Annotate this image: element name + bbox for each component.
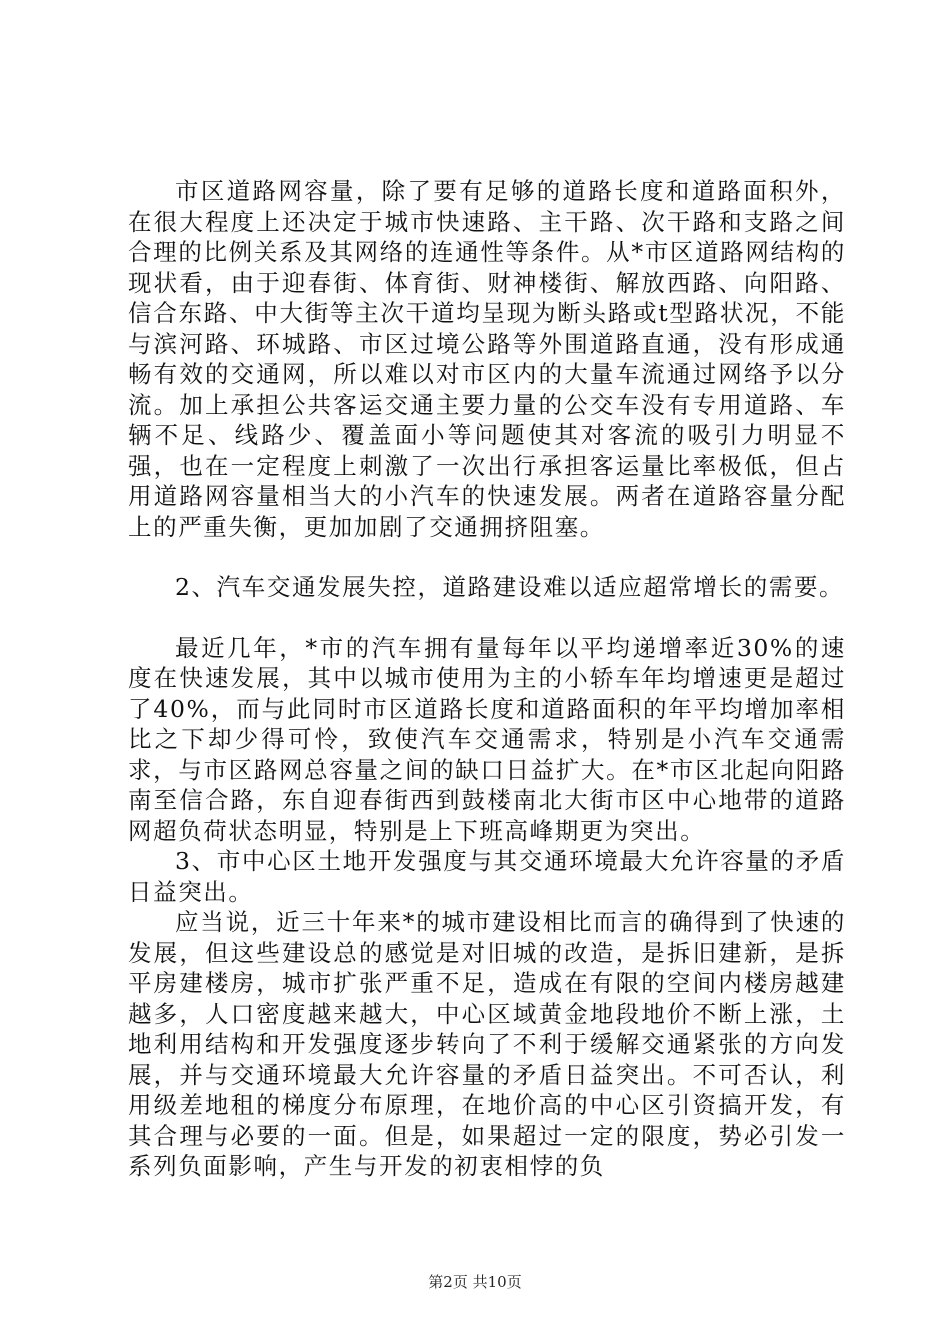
paragraph-heading-3: 3、市中心区土地开发强度与其交通环境最大允许容量的矛盾日益突出。 xyxy=(128,847,846,906)
paragraph-heading-2: 2、汽车交通发展失控，道路建设难以适应超常增长的需要。 xyxy=(175,573,845,601)
paragraph-land-development: 应当说，近三十年来*的城市建设相比而言的确得到了快速的发展，但这些建设总的感觉是对旧城的改造，是拆旧建新，是拆平房建楼房，城市扩张严重不足，造成在有限的空间内楼房越建越多，人口密度越来越大，中心区域黄金地段地价不断上涨，土地利用结构和开发强度逐步转向了不利于缓解交通紧张的方向发展，并与交通环境最大允许容量的矛盾日益突出。不可否认，利用级差地租的梯度分布原理，在地价高的中心区引资搞开发，有其合理与必要的一面。但是，如果超过一定的限度，势必引发一系列负面影响，产生与开发的初衷相悖的负 xyxy=(128,908,846,1180)
page-number-footer: 第2页 共10页 xyxy=(428,1273,522,1291)
document-body xyxy=(128,176,846,1182)
paragraph-road-network: 市区道路网容量，除了要有足够的道路长度和道路面积外，在很大程度上还决定于城市快速路、主干路、次干路和支路之间合理的比例关系及其网络的连通性等条件。从*市区道路网结构的现状看，由于迎春街、体育街、财神楼街、解放西路、向阳路、信合东路、中大街等主次干道均呈现为断头路或t型路状况，不能与滨河路、环城路、市区过境公路等外围道路直通，没有形成通畅有效的交通网，所以难以对市区内的大量车流通过网络予以分流。加上承担公共客运交通主要力量的公交车没有专用道路、车辆不足、线路少、覆盖面小等问题使其对客流的吸引力明显不强，也在一定程度上刺激了一次出行承担客运量比率极低，但占用道路网容量相当大的小汽车的快速发展。两者在道路容量分配上的严重失衡，更加加剧了交通拥挤阻塞。 xyxy=(128,177,846,541)
paragraph-vehicle-growth: 最近几年，*市的汽车拥有量每年以平均递增率近30%的速度在快速发展，其中以城市使用为主的小轿车年均增速更是超过了40%，而与此同时市区道路长度和道路面积的年平均增加率相比之下却少得可怜，致使汽车交通需求，特别是小汽车交通需求，与市区路网总容量之间的缺口日益扩大。在*市区北起向阳路南至信合路，东自迎春街西到鼓楼南北大街市区中心地带的道路网超负荷状态明显，特别是上下班高峰期更为突出。 xyxy=(128,633,846,845)
